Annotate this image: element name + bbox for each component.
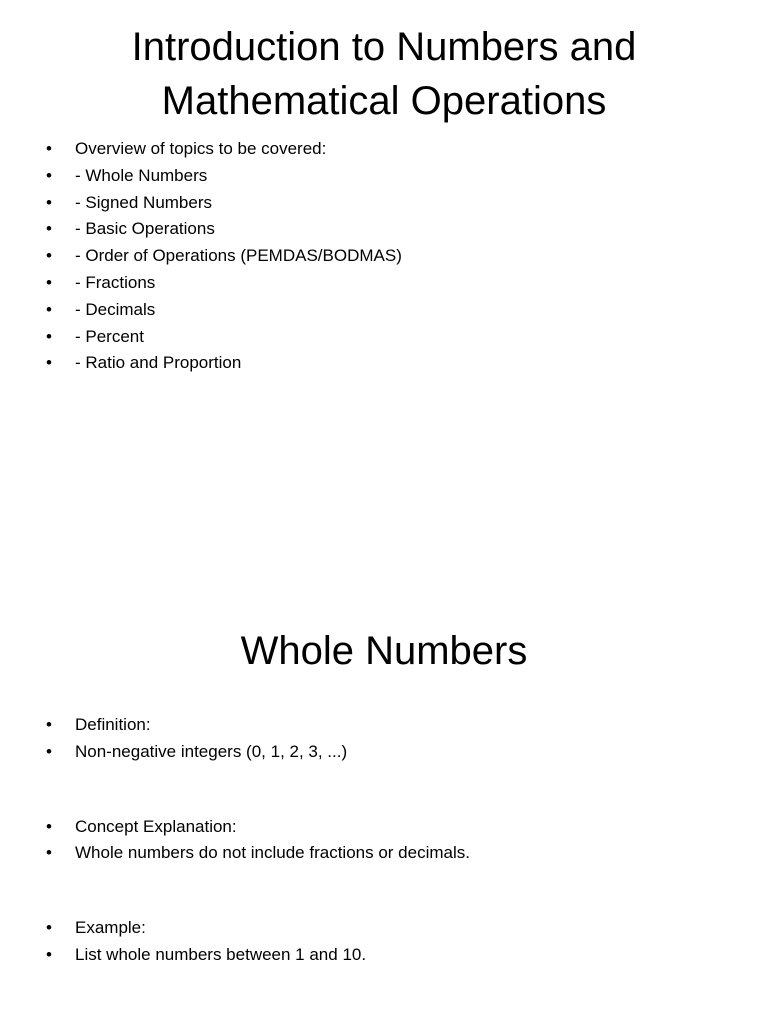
bullet-dot-icon: • [46, 741, 52, 761]
bullet-item [38, 324, 738, 351]
bullet-item [38, 739, 738, 766]
bullet-list [38, 136, 738, 377]
bullet-item [38, 350, 738, 377]
bullet-dot-icon: • [46, 272, 52, 292]
bullet-item [38, 136, 738, 163]
bullet-text: Overview of topics to be covered: [75, 139, 327, 158]
bullet-item [38, 270, 738, 297]
bullet-item [38, 216, 738, 243]
bullet-text: - Whole Numbers [75, 165, 208, 185]
bullet-text: Definition: [75, 715, 151, 734]
bullet-item [38, 840, 738, 867]
bullet-text: - Order of Operations (PEMDAS/BODMAS) [75, 246, 402, 266]
bullet-dot-icon: • [46, 246, 52, 266]
bullet-dot-icon: • [46, 944, 52, 964]
bullet-item [38, 243, 738, 270]
bullet-list [38, 712, 738, 969]
bullet-item [38, 915, 738, 942]
bullet-text: Non-negative integers (0, 1, 2, 3, ...) [75, 741, 348, 761]
bullet-dot-icon: • [46, 165, 52, 185]
bullet-item [38, 814, 738, 841]
bullet-text: - Fractions [75, 272, 156, 292]
bullet-text: List whole numbers between 1 and 10. [75, 944, 367, 964]
bullet-dot-icon: • [46, 299, 52, 319]
bullet-item [38, 712, 738, 739]
bullet-dot-icon: • [46, 139, 52, 158]
bullet-item [38, 942, 738, 969]
bullet-text: - Basic Operations [75, 219, 215, 239]
bullet-item [38, 297, 738, 324]
bullet-dot-icon: • [46, 219, 52, 239]
bullet-dot-icon: • [46, 918, 52, 938]
bullet-text: Whole numbers do not include fractions or decimals. [75, 843, 470, 863]
slide-title: Introduction to Numbers and Mathematical Operations [131, 25, 637, 123]
bullet-dot-icon: • [46, 843, 52, 863]
bullet-text: Concept Explanation: [75, 816, 237, 836]
bullet-item [38, 163, 738, 190]
bullet-text: - Ratio and Proportion [75, 353, 242, 373]
slide-whole-numbers [0, 512, 768, 1024]
bullet-text: - Decimals [75, 299, 156, 319]
bullet-dot-icon: • [46, 715, 52, 734]
bullet-text: Example: [75, 918, 146, 938]
bullet-dot-icon: • [46, 326, 52, 346]
bullet-text: - Signed Numbers [75, 192, 213, 212]
bullet-dot-icon: • [46, 816, 52, 836]
bullet-text: - Percent [75, 326, 144, 346]
bullet-dot-icon: • [46, 192, 52, 212]
bullet-dot-icon: • [46, 353, 52, 373]
slide-title: Whole Numbers [240, 629, 528, 673]
bullet-item [38, 190, 738, 217]
